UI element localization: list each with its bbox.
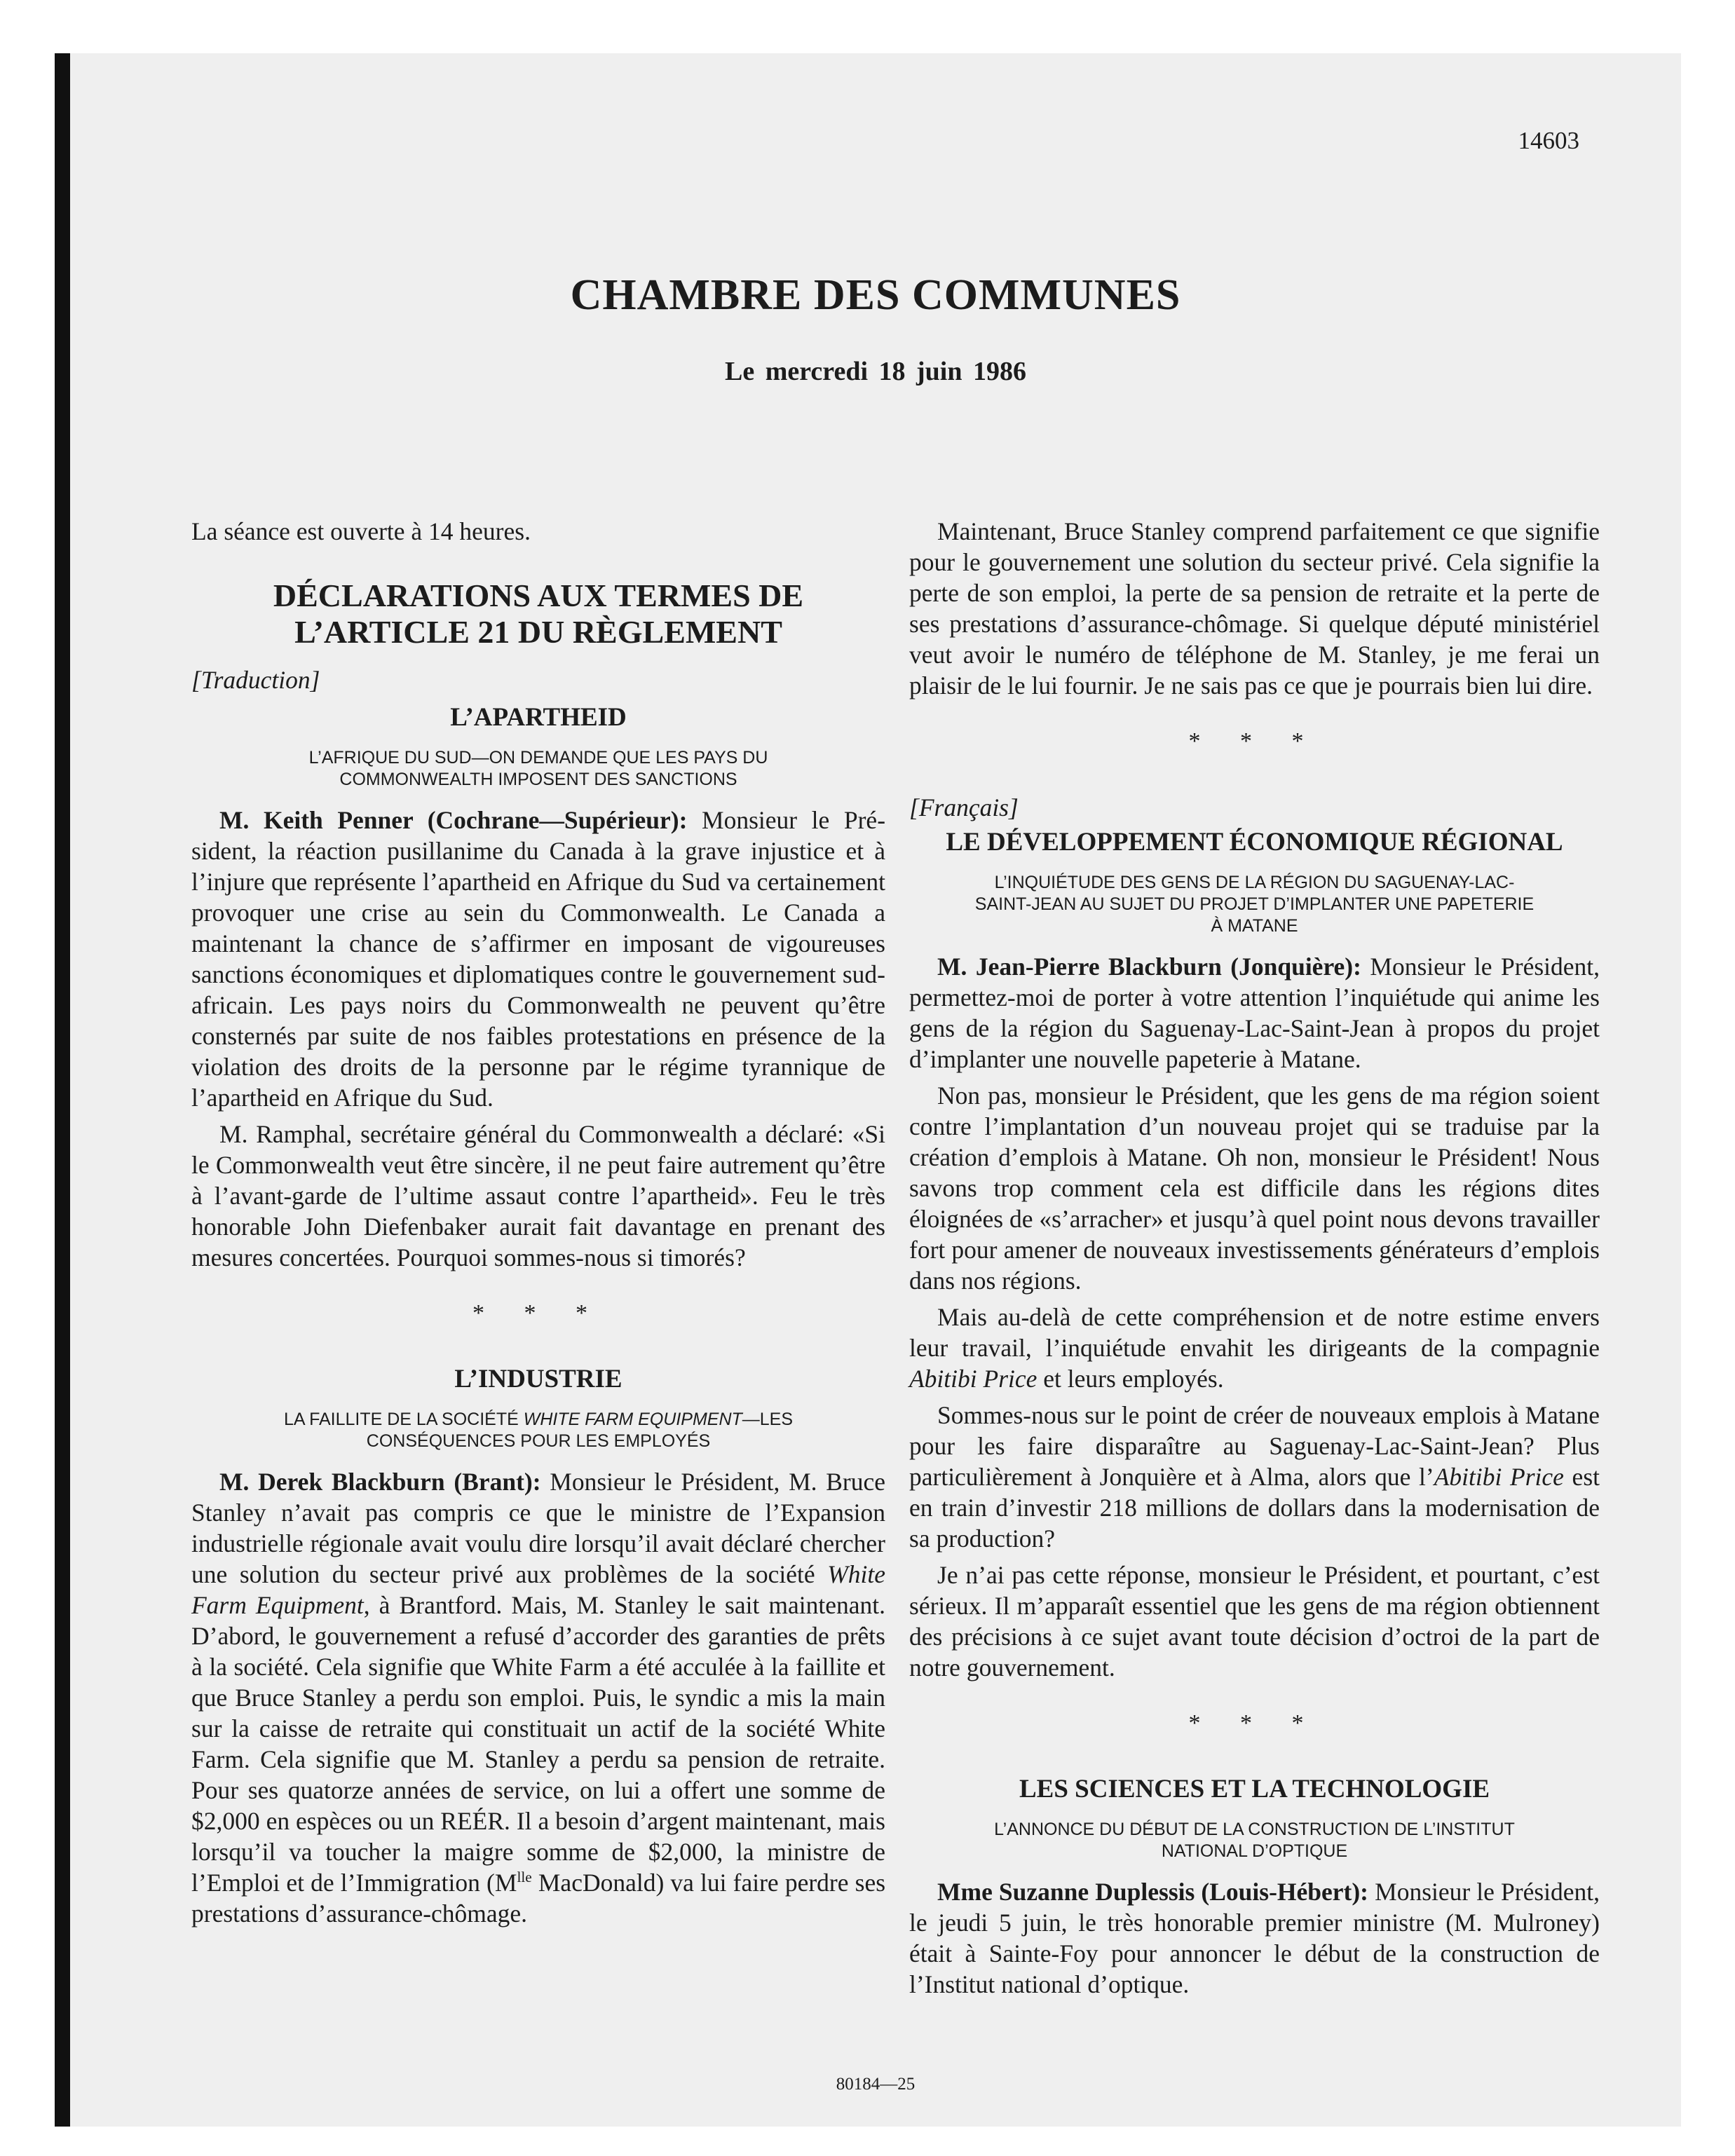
statement-text: Monsieur le Président, le jeudi 5 juin, le très honorable premier ministre (M. Mulroney) était à Sainte-Foy pour annoncer le début de la construction de l’Institut national d’optique. — [909, 1878, 1600, 1998]
title-superscript: lle — [517, 1869, 532, 1886]
statement-text: Monsieur le Président, la réaction pusillanime du Canada à la grave injustice et à l’injure que représente l’apartheid en Afrique du Sud va certainement provoquer une crise au sein du Commonwealth. Le Canada a maintenant la chance de s’affirmer en imposant de vigoureuses sanctions économiques et diplomatiques contre le gouvernement sud-africain. Les pays noirs du Commonwealth ne peuvent qu’être consternés par suite de nos faibles protestations en présence de la violation des droits de la personne par le régime tyrannique de l’apartheid en Afrique du Sud. — [191, 806, 886, 1112]
statement-derek-blackburn — [191, 1466, 885, 1929]
language-note-francais: [Français] — [909, 793, 1019, 821]
statement-text: est en train d’investir 218 millions de dollars dans la modernisation de sa production? — [909, 1463, 1600, 1553]
left-column — [191, 516, 885, 1935]
statement-text: Monsieur le Président, permettez-moi de porter à votre attention l’inquiétude qui anime les gens de la région du Saguenay-Lac-Saint-Jean à propos du projet d’implanter une nouvelle papeterie à Matane. — [909, 953, 1600, 1073]
statement-continuation: Maintenant, Bruce Stanley comprend parfaitement ce que signifie pour le gouvernement une solution du secteur privé. Cela signifie la perte de son emploi, la perte de sa pension de retraite et la perte de ses prestations d’assurance-chômage. Si quelque député ministériel veut avoir le numéro de téléphone de M. Stanley, je me ferai un plaisir de le lui fournir. Je ne sais pas ce que je pourrais bien lui dire. — [909, 517, 1600, 700]
subtitle-company: WHITE FARM EQUIPMENT — [523, 1410, 742, 1429]
subtitle-saguenay — [909, 872, 1600, 937]
statement-jp-blackburn-p2: Non pas, monsieur le Président, que les gens de ma région soient contre l’implantation d’un nouveau projet qui se traduise par la création d’emplois à Matane. Oh non, monsieur le Président! Nous savons trop comment cela est difficile dans les régions dites éloignées de «s’arracher» et jusqu’à quel point nous devons travailler fort pour amener de nouveaux investissements générateurs d’emplois dans nos régions. — [909, 1082, 1600, 1295]
page-title: CHAMBRE DES COMMUNES — [570, 271, 1181, 319]
subject-sciences-technologie: LES SCIENCES ET LA TECHNOLOGIE — [1019, 1775, 1490, 1803]
statement-text: MacDonald) va lui faire perdre ses prestations d’assurance-chômage. — [191, 1869, 886, 1928]
statement-penner-p2: M. Ramphal, secrétaire général du Commonwealth a déclaré: «Si le Commonwealth veut être sincère, il ne peut faire autrement qu’être à l’avant-garde de l’ultime assaut contre l’apartheid». Feu le très honorable John Diefenbaker aurait fait davantage en prenant des mesures concertées. Pourquoi sommes-nous si timorés? — [191, 1120, 885, 1271]
statement-penner-p1 — [191, 805, 885, 1113]
subject-industrie: L’INDUSTRIE — [454, 1365, 622, 1393]
speaker-name: Mme Suzanne Duplessis (Louis-Hébert): — [937, 1878, 1369, 1906]
section-separator: * * * — [472, 1300, 604, 1326]
right-column — [909, 516, 1600, 2005]
subtitle-line: L’INQUIÉTUDE DES GENS DE LA RÉGION DU SAGUENAY-LAC- — [994, 873, 1515, 892]
section-heading-line-2: L’ARTICLE 21 DU RÈGLEMENT — [294, 614, 782, 650]
company-name: Abitibi Price — [1434, 1463, 1564, 1491]
document-page — [55, 53, 1681, 2127]
subtitle-text: LA FAILLITE DE LA SOCIÉTÉ — [283, 1410, 524, 1429]
statement-text: et leurs employés. — [1037, 1365, 1224, 1393]
subtitle-line: COMMONWEALTH IMPOSENT DES SANCTIONS — [339, 770, 737, 789]
section-heading-line-1: DÉCLARATIONS AUX TERMES DE — [273, 578, 804, 613]
statement-jp-blackburn-p1 — [909, 951, 1600, 1074]
company-name: White Farm Equipment — [191, 1560, 885, 1619]
section-separator: * * * — [1188, 728, 1321, 754]
opening-line: La séance est ouverte à 14 heures. — [191, 517, 531, 545]
print-code: 80184—25 — [836, 2075, 916, 2094]
subtitle-line: CONSÉQUENCES POUR LES EMPLOYÉS — [366, 1431, 711, 1451]
subject-developpement-regional: LE DÉVELOPPEMENT ÉCONOMIQUE RÉGIONAL — [946, 828, 1563, 857]
subtitle-line: NATIONAL D’OPTIQUE — [1161, 1841, 1348, 1861]
language-note-traduction: [Traduction] — [191, 666, 320, 694]
subtitle-apartheid — [191, 747, 885, 791]
subtitle-line: SAINT-JEAN AU SUJET DU PROJET D’IMPLANTER UNE PAPETERIE — [974, 894, 1535, 914]
section-separator: * * * — [1188, 1710, 1321, 1736]
statement-text: Monsieur le Président, M. Bruce Stanley n’avait pas compris ce que le ministre de l’Expansion industrielle régionale avait voulu dire lorsqu’il avait déclaré chercher une solution du secteur privé aux problèmes de la société — [191, 1468, 885, 1588]
statement-text: , à Brantford. Mais, M. Stanley le sait maintenant. D’abord, le gouvernement a refusé d’accorder des garanties de prêts à la société. Cela signifie que White Farm a été acculée à la faillite et que Bruce Stanley a perdu son emploi. Puis, le syndic a mis la main sur la caisse de retraite qui constituait un actif de la société White Farm. Cela signifie que M. Stanley a perdu sa pension de retraite. Pour ses quatorze années de service, on lui a offert une somme de $2,000 en espèces ou un REÉR. Il a besoin d’argent maintenant, mais lorsqu’il va toucher la maigre somme de $2,000, la ministre de l’Emploi et de l’Immigration (M — [191, 1591, 885, 1897]
statement-duplessis — [909, 1876, 1600, 2000]
subtitle-line: L’AFRIQUE DU SUD—ON DEMANDE QUE LES PAYS DU — [308, 748, 768, 767]
speaker-name: M. Derek Blackburn (Brant): — [219, 1468, 541, 1496]
subtitle-industrie — [191, 1409, 885, 1452]
section-heading — [191, 578, 885, 650]
subtitle-text: —LES — [742, 1410, 794, 1429]
sitting-date: Le mercredi 18 juin 1986 — [725, 357, 1026, 386]
speaker-name: M. Jean-Pierre Blackburn (Jonquière): — [937, 953, 1361, 981]
subtitle-line: À MATANE — [1211, 916, 1298, 936]
subject-apartheid: L’APARTHEID — [450, 703, 627, 732]
subtitle-line: L’ANNONCE DU DÉBUT DE LA CONSTRUCTION DE L’INSTITUT — [994, 1820, 1515, 1839]
statement-text: Mais au-delà de cette compréhension et de notre estime envers leur travail, l’inquiétude envahit les dirigeants de la compagnie — [909, 1303, 1600, 1362]
speaker-name: M. Keith Penner (Cochrane—Supérieur): — [219, 806, 688, 834]
page-number: 14603 — [1518, 127, 1579, 154]
company-name: Abitibi Price — [909, 1365, 1037, 1393]
subtitle-institut-optique — [909, 1819, 1600, 1862]
statement-text: Sommes-nous sur le point de créer de nouveaux emplois à Matane pour les faire disparaître au Saguenay-Lac-Saint-Jean? Plus particulièrement à Jonquière et à Alma, alors que l’ — [909, 1401, 1600, 1491]
statement-jp-blackburn-p5: Je n’ai pas cette réponse, monsieur le Président, et pourtant, c’est sérieux. Il m’apparaît essentiel que les gens de ma région obtiennent des précisions à ce sujet avant toute décision d’octroi de la part de notre gouvernement. — [909, 1561, 1600, 1681]
statement-jp-blackburn-p3 — [909, 1302, 1600, 1394]
statement-jp-blackburn-p4 — [909, 1400, 1600, 1554]
